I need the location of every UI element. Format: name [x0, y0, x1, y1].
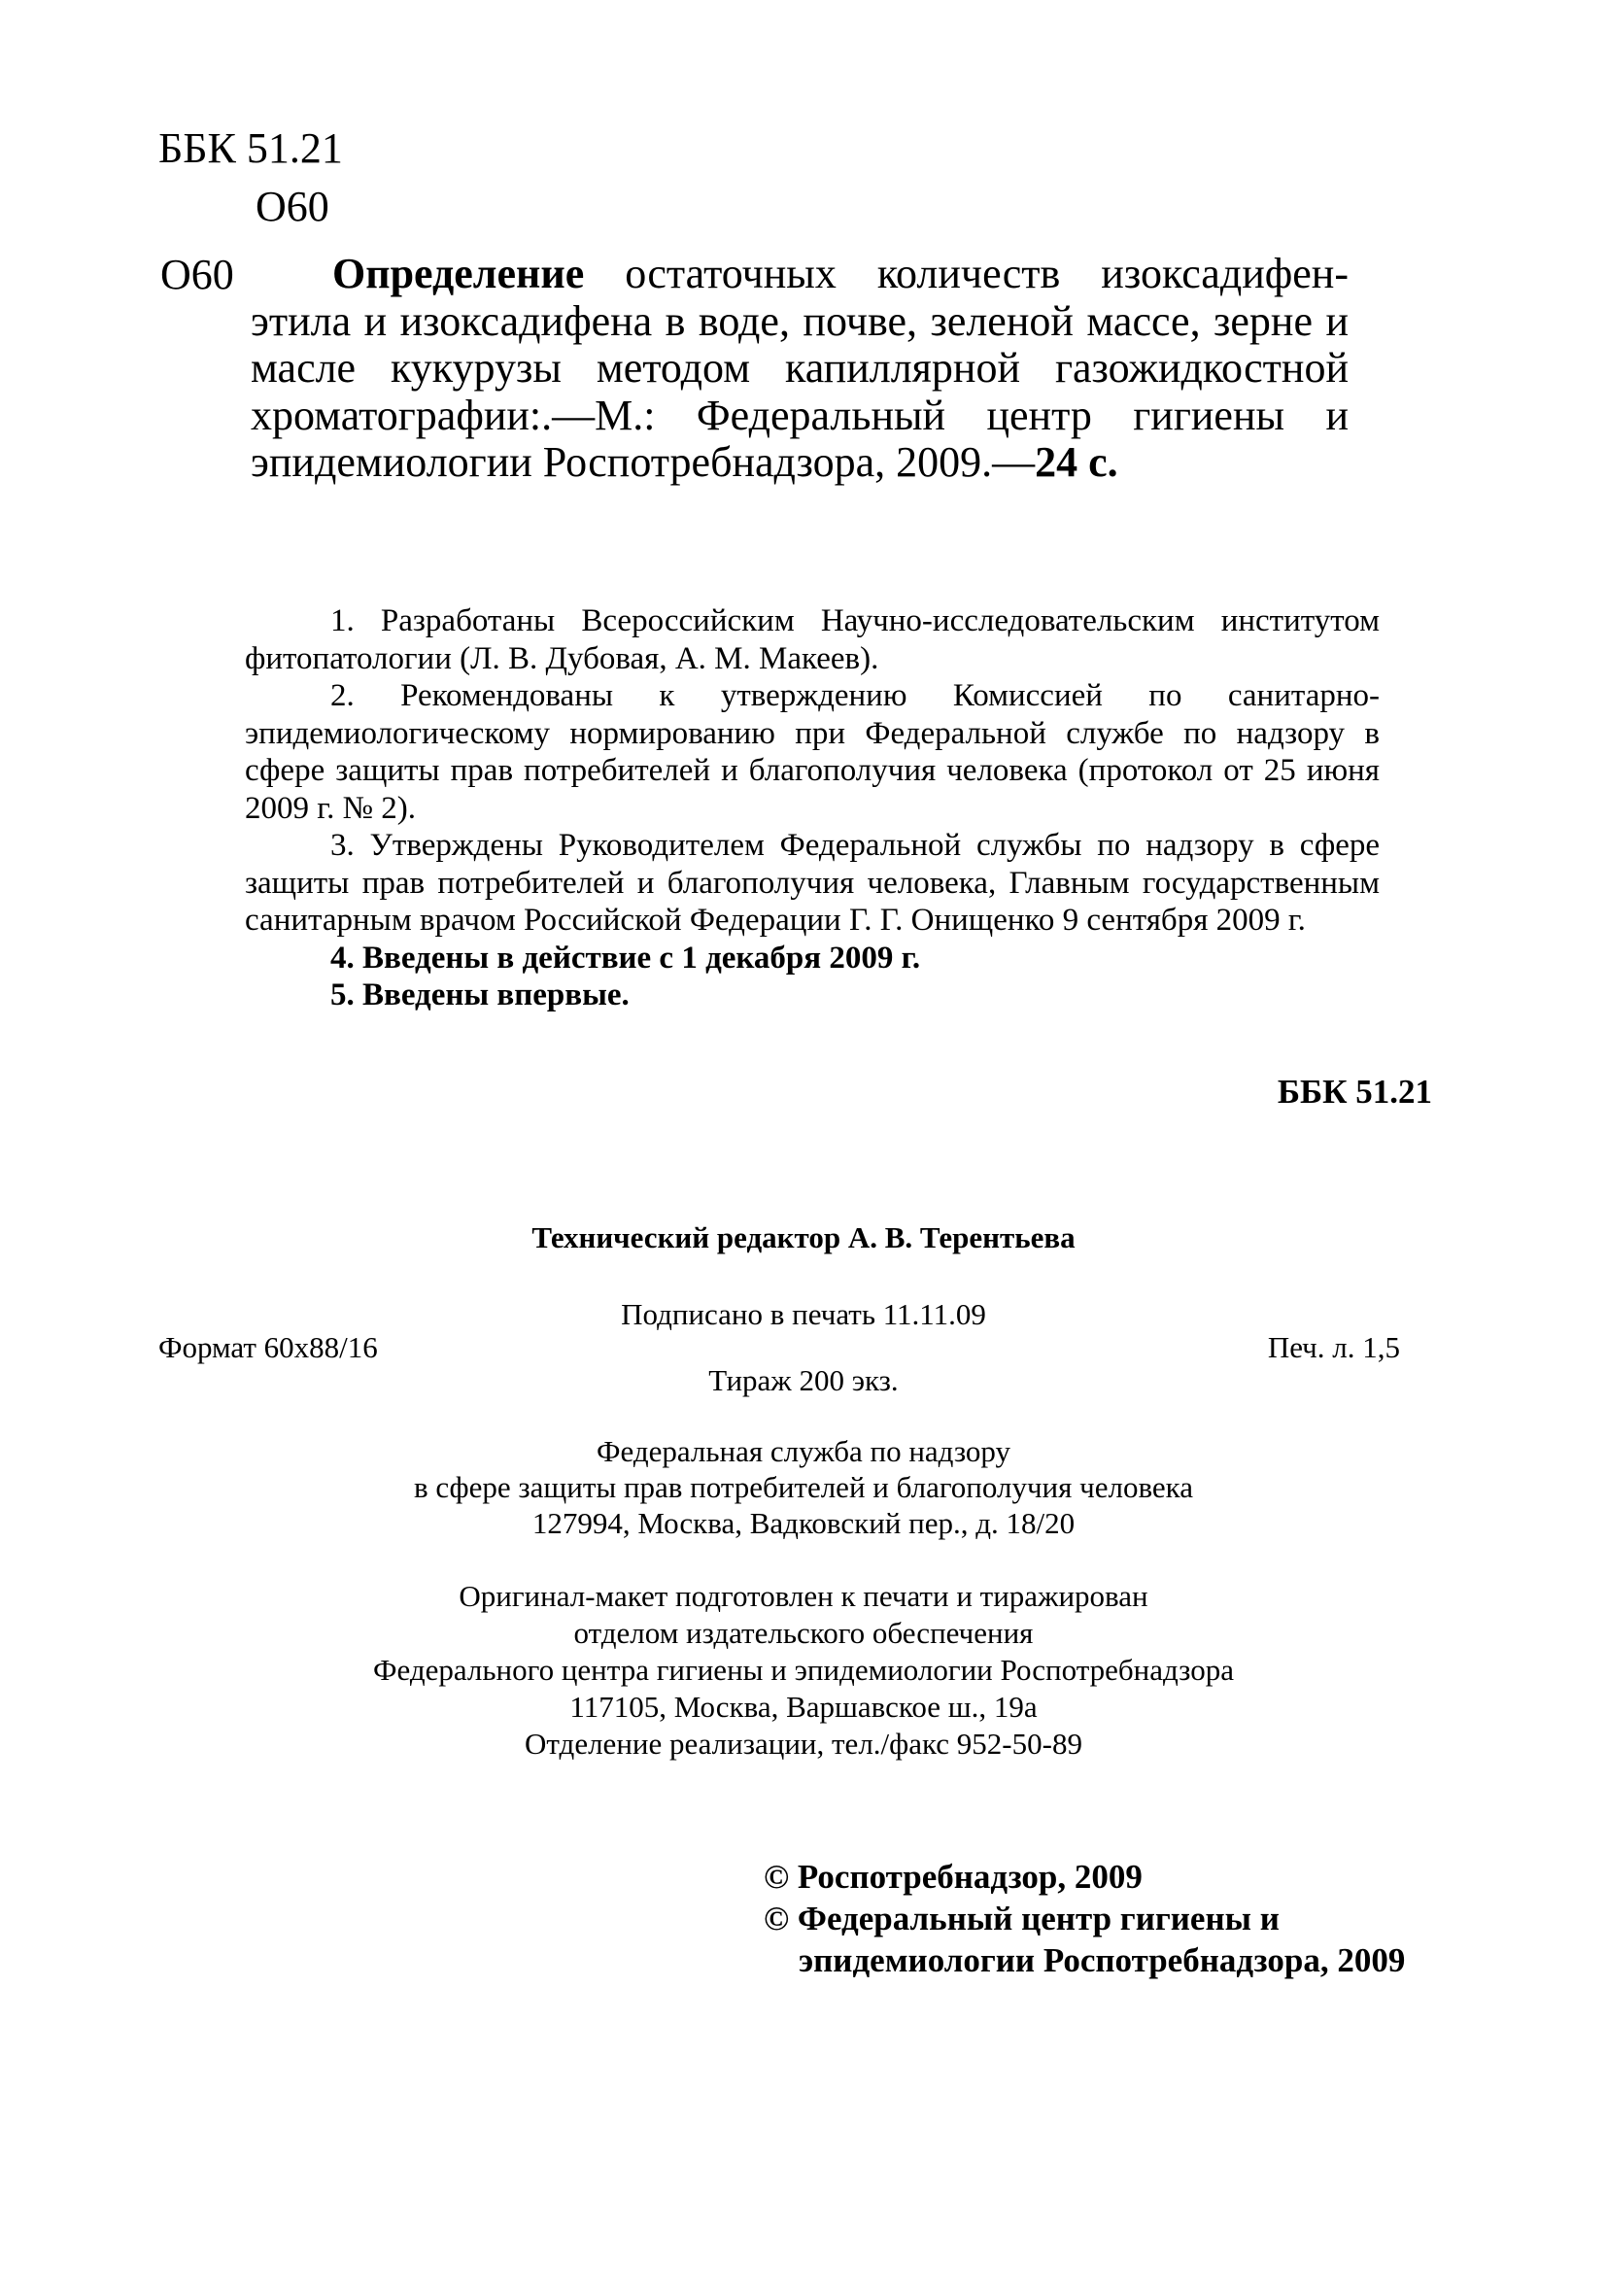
- technical-editor: Технический редактор А. В. Терентьева: [531, 1220, 1076, 1254]
- maker-line: Федерального центра гигиены и эпидемиологии Роспотребнадзора: [373, 1653, 1234, 1687]
- note-item-text: 4. Введены в действие с 1 декабря 2009 г.: [330, 940, 921, 976]
- note-item: 1. Разработаны Всероссийским Научно-исследовательским институтом фитопатологии (Л. В. Дубовая, А. М. Макеев).: [245, 603, 1380, 676]
- paper-format: Формат 60x88/16: [158, 1330, 378, 1364]
- print-sheets: Печ. л. 1,5: [1267, 1330, 1400, 1364]
- copyright-line: © Роспотребнадзор, 2009: [764, 1858, 1143, 1896]
- bbk-code-right: ББК 51.21: [1277, 1073, 1432, 1111]
- signed-for-print: Подписано в печать 11.11.09: [621, 1297, 986, 1331]
- publisher-block: [0, 1433, 1607, 1541]
- publisher-line: 127994, Москва, Вадковский пер., д. 18/20: [531, 1506, 1076, 1540]
- publisher-line: в сфере защиты прав потребителей и благополучия человека: [413, 1470, 1194, 1504]
- maker-line: отделом издательского обеспечения: [573, 1616, 1034, 1650]
- bibliography-body: остаточных количеств изоксадифен-этила и изоксадифена в воде, почве, зеленой массе, зерне и масле кукурузы методом капиллярной газожидкостной хроматографии:.—М.: Федеральный центр гигиены и эпидемиологии Роспотребнадзора, 2009.—: [251, 250, 1349, 486]
- bibliography-title: Определение: [332, 250, 585, 297]
- bibliographic-description: [251, 251, 1349, 487]
- notes-list: [245, 602, 1380, 1014]
- publisher-line: Федеральная служба по надзору: [597, 1434, 1010, 1468]
- maker-line: Оригинал-макет подготовлен к печати и тиражирован: [459, 1579, 1148, 1613]
- copyright-line: © Федеральный центр гигиены и: [764, 1900, 1280, 1937]
- bbk-code-header: ББК 51.21: [158, 124, 343, 172]
- note-item: 2. Рекомендованы к утверждению Комиссией по санитарно-эпидемиологическому нормированию при Федеральной службе по надзору в сфере защиты прав потребителей и благополучия человека (протокол от 25 июня 2009 г. № 2).: [245, 678, 1380, 826]
- circulation: Тираж 200 экз.: [708, 1363, 899, 1397]
- note-item: [245, 940, 1380, 977]
- maker-line: 117105, Москва, Варшавское ш., 19а: [569, 1690, 1038, 1724]
- author-mark-header: О60: [256, 183, 329, 230]
- note-item-text: 5. Введены впервые.: [330, 977, 630, 1012]
- copyright-line: эпидемиологии Роспотребнадзора, 2009: [799, 1941, 1406, 1979]
- bibliography-pages: 24 с.: [1035, 438, 1118, 486]
- bibliography-mark: О60: [160, 251, 234, 298]
- copyright-block: [764, 1856, 1405, 1981]
- note-item: [245, 977, 1380, 1014]
- layout-maker-block: [0, 1578, 1607, 1763]
- note-item: 3. Утверждены Руководителем Федеральной службы по надзору в сфере защиты прав потребителей и благополучия человека, Главным государственным санитарным врачом Российской Федерации Г. Г. Онищенко 9 сентября 2009 г.: [245, 828, 1380, 938]
- maker-line: Отделение реализации, тел./факс 952-50-89: [525, 1727, 1082, 1761]
